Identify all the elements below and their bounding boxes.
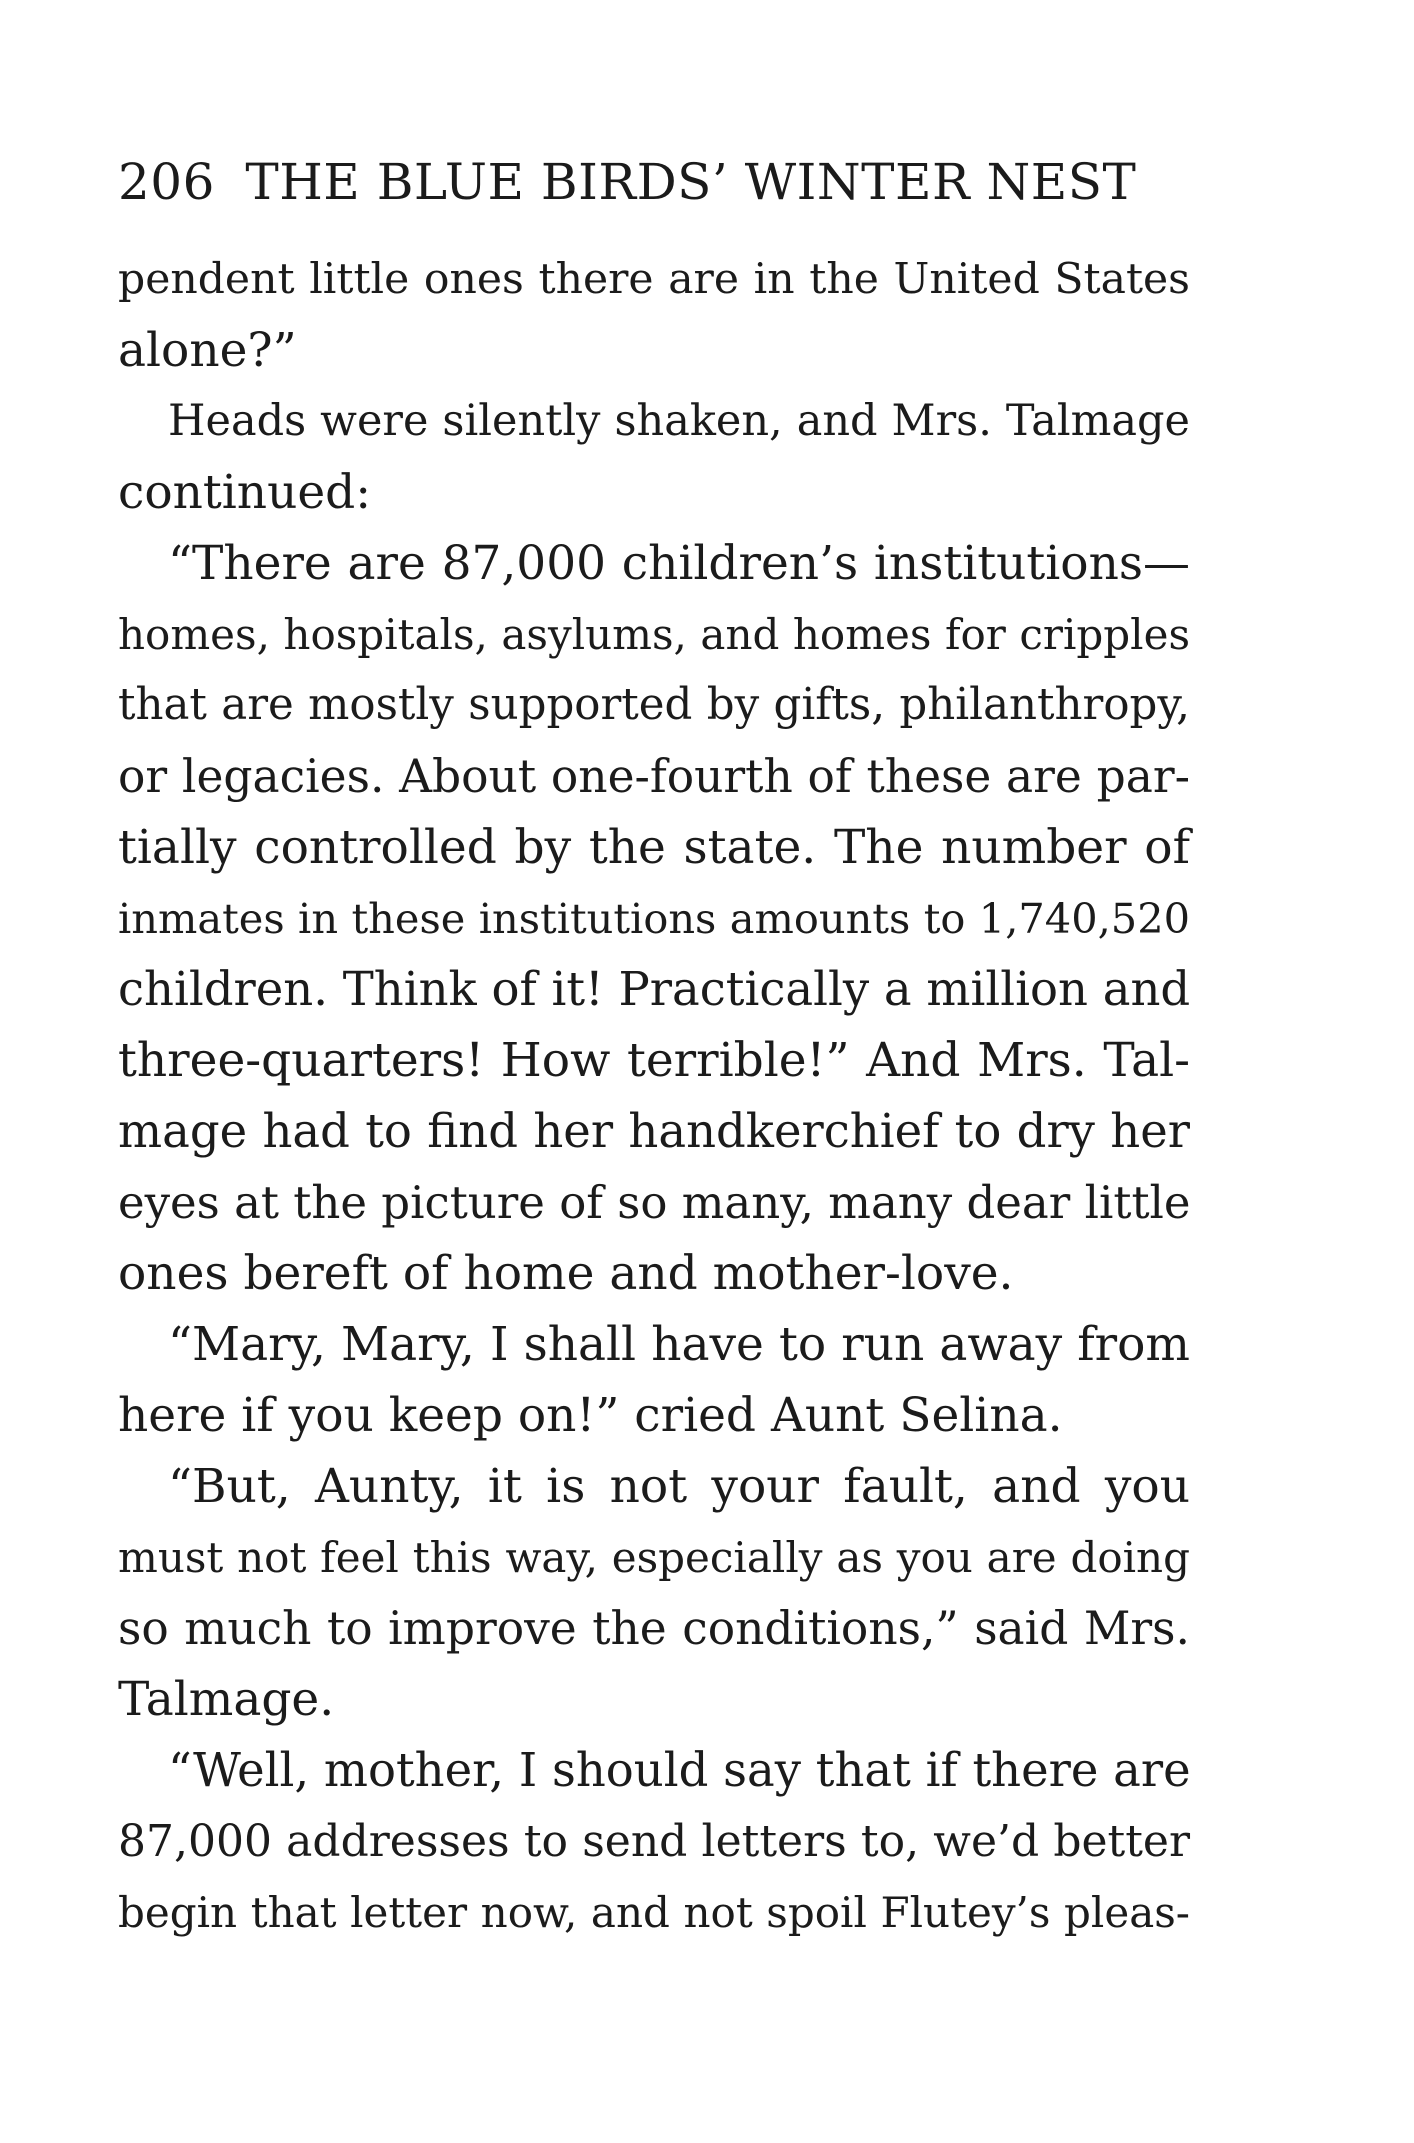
- text-line: pendent little ones there are in the United States: [118, 255, 1190, 304]
- text-line: “But, Aunty, it is not your fault, and you: [168, 1459, 1190, 1514]
- text-line: here if you keep on!” cried Aunt Selina.: [118, 1388, 1063, 1443]
- text-line: must not feel this way, especially as you are doing: [118, 1533, 1190, 1582]
- text-line: Heads were silently shaken, and Mrs. Talmage: [168, 396, 1190, 446]
- text-line: 87,000 addresses to send letters to, we’d better: [118, 1816, 1190, 1867]
- text-line: or legacies. About one-fourth of these are par-: [118, 750, 1190, 803]
- text-line: alone?”: [118, 323, 297, 378]
- text-line: continued:: [118, 465, 372, 520]
- text-line: “Mary, Mary, I shall have to run away from: [168, 1317, 1190, 1372]
- text-line: Talmage.: [118, 1672, 335, 1727]
- text-line: “Well, mother, I should say that if there are: [168, 1743, 1191, 1797]
- text-line: tially controlled by the state. The number of: [118, 820, 1190, 875]
- text-line: ones bereft of home and mother-love.: [118, 1246, 1014, 1301]
- text-line: begin that letter now, and not spoil Flutey’s pleas-: [118, 1888, 1190, 1937]
- running-title: THE BLUE BIRDS’ WINTER NEST: [245, 153, 1137, 211]
- text-line: inmates in these institutions amounts to 1,740,520: [118, 894, 1190, 943]
- text-line: children. Think of it! Practically a million and: [118, 962, 1191, 1016]
- running-header: [118, 150, 1188, 214]
- text-line: homes, hospitals, asylums, and homes for cripples: [118, 610, 1190, 659]
- page-number: 206: [118, 153, 215, 211]
- text-line: that are mostly supported by gifts, philanthropy,: [118, 680, 1190, 730]
- body-text: [118, 244, 1190, 1948]
- text-line: so much to improve the conditions,” said Mrs.: [118, 1602, 1190, 1655]
- text-line: mage had to find her handkerchief to dry her: [118, 1104, 1190, 1158]
- text-line: eyes at the picture of so many, many dear little: [118, 1176, 1191, 1229]
- text-line: three-quarters! How terrible!” And Mrs. Tal-: [118, 1033, 1190, 1088]
- text-line: “There are 87,000 children’s institutions—: [168, 536, 1190, 591]
